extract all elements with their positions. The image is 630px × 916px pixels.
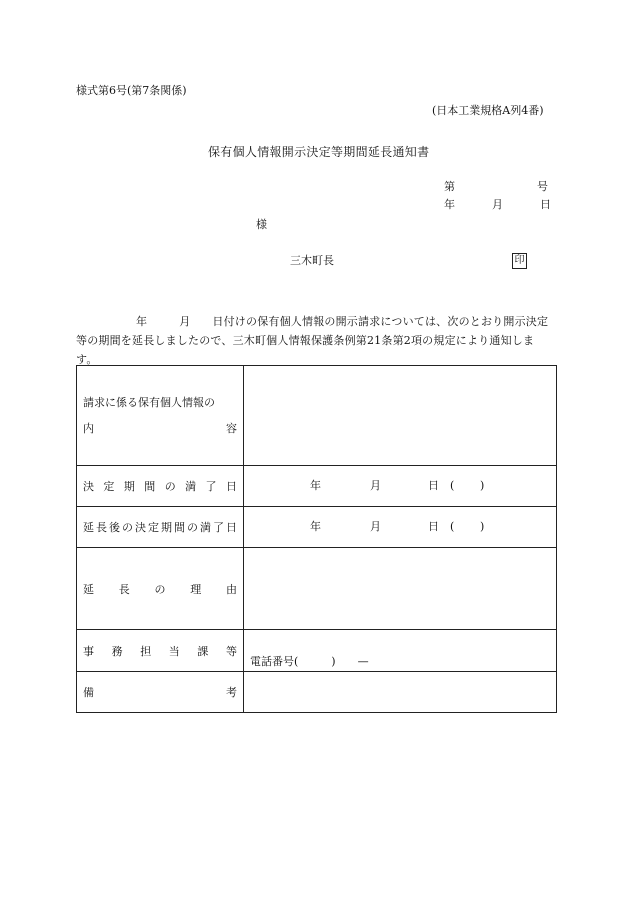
expiry-month: 月 — [370, 479, 381, 492]
expiry-date — [244, 479, 556, 493]
expiry-paren-open: ( — [450, 479, 455, 492]
label-char: 当 — [168, 644, 180, 658]
label-char: 了 — [205, 480, 217, 493]
issue-date-line — [444, 198, 554, 212]
reason-value-cell — [244, 548, 557, 630]
table-row-remarks — [77, 672, 557, 713]
table-row-expiry — [77, 466, 557, 507]
table-row-extended — [77, 507, 557, 548]
label-char: 決 — [83, 480, 94, 493]
label-char: 由 — [226, 582, 237, 596]
extended-day: 日 — [428, 520, 439, 533]
issue-year: 年 — [444, 198, 455, 211]
content-label-left: 内 — [83, 421, 94, 435]
label-char: 定 — [103, 480, 115, 493]
label-char: の — [187, 521, 198, 534]
document-title: 保有個人情報開示決定等期間延長通知書 — [208, 145, 430, 159]
remarks-label-left: 備 — [83, 686, 94, 699]
remarks-value-cell — [244, 672, 557, 713]
section-label-cell — [77, 630, 244, 672]
label-char: 期 — [123, 480, 135, 493]
section-value-cell — [244, 630, 557, 672]
label-char: 間 — [174, 521, 185, 534]
expiry-label — [83, 478, 237, 494]
label-char: 後 — [109, 521, 120, 534]
label-char: 定 — [148, 521, 159, 534]
label-char: 等 — [225, 644, 237, 658]
label-char: 延 — [83, 582, 94, 596]
label-char: 事 — [83, 644, 94, 658]
content-value-cell — [244, 366, 557, 466]
paper-size-note: (日本工業規格A列4番) — [432, 104, 544, 117]
phone-area — [244, 630, 556, 671]
table-row-reason — [77, 548, 557, 630]
body-date-month: 月 — [179, 315, 191, 328]
label-char: 延 — [83, 521, 94, 534]
label-char: 期 — [161, 521, 172, 534]
table-row-section — [77, 630, 557, 672]
extended-month: 月 — [370, 520, 381, 533]
number-suffix: 号 — [537, 180, 548, 193]
label-char: 了 — [213, 521, 224, 534]
table-row-content — [77, 366, 557, 466]
label-char: 満 — [200, 521, 211, 534]
expiry-label-cell — [77, 466, 244, 507]
label-char: 間 — [144, 480, 156, 493]
expiry-day: 日 — [428, 479, 439, 492]
remarks-label-cell — [77, 672, 244, 713]
extended-date — [244, 520, 556, 534]
body-paragraph — [76, 312, 550, 369]
extended-label-cell — [77, 507, 244, 548]
extended-label — [83, 519, 237, 535]
reason-label — [83, 581, 237, 597]
sender-name: 三木町長 — [290, 254, 334, 267]
label-char: 課 — [197, 644, 209, 658]
notice-table — [76, 365, 557, 713]
label-char: の — [122, 521, 133, 534]
issue-day: 日 — [540, 198, 551, 211]
expiry-date-cell — [244, 466, 557, 507]
label-char: の — [154, 582, 166, 596]
expiry-paren-close: ) — [480, 479, 485, 492]
extended-year: 年 — [310, 520, 321, 533]
remarks-label — [83, 684, 237, 700]
number-prefix: 第 — [444, 180, 455, 193]
remarks-label-right: 考 — [226, 686, 237, 699]
label-char: 務 — [111, 644, 123, 658]
label-char: 満 — [185, 480, 197, 493]
issue-month: 月 — [492, 198, 503, 211]
extended-paren-close: ) — [480, 520, 485, 533]
label-char: 理 — [190, 582, 202, 596]
label-char: 担 — [140, 644, 152, 658]
body-text: 日付けの保有個人情報の開示請求については、次のとおり開示決定等の期間を延長しましたので、三木町個人情報保護条例第21条第2項の規定により通知します。 — [76, 315, 549, 366]
phone-label: 電話番号( ) — — [250, 655, 369, 668]
content-label-line1: 請求に係る保有個人情報の — [83, 395, 215, 409]
body-date-year: 年 — [136, 315, 148, 328]
content-label-cell — [77, 366, 244, 466]
label-char: 日 — [226, 521, 237, 534]
addressee-honorific: 様 — [256, 218, 267, 231]
extended-paren-open: ( — [450, 520, 455, 533]
content-label-line2 — [83, 416, 237, 442]
label-char: 日 — [225, 480, 237, 493]
reference-number-line — [444, 180, 548, 194]
seal-mark: 印 — [512, 253, 527, 269]
label-char: 長 — [96, 521, 107, 534]
reason-label-cell — [77, 548, 244, 630]
label-char: 決 — [135, 521, 146, 534]
label-char: の — [164, 480, 176, 493]
content-label-right: 容 — [226, 421, 237, 435]
expiry-year: 年 — [310, 479, 321, 492]
form-number: 様式第6号(第7条関係) — [76, 84, 187, 97]
label-char: 長 — [118, 582, 130, 596]
extended-date-cell — [244, 507, 557, 548]
section-label — [83, 643, 237, 659]
